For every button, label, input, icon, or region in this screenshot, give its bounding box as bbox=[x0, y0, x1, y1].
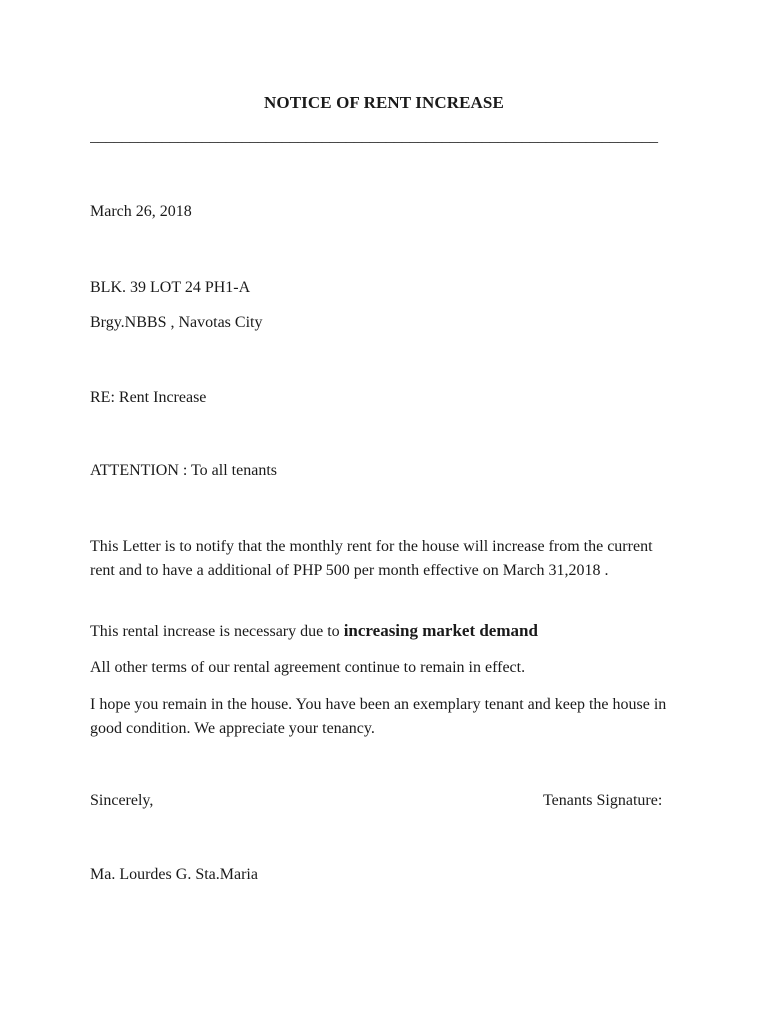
body-paragraph-4: I hope you remain in the house. You have been an exemplary tenant and keep the house in good condition. We appreciate your tenancy. bbox=[90, 696, 667, 737]
letter-title: NOTICE OF RENT INCREASE bbox=[264, 93, 504, 112]
closing-text: Sincerely, bbox=[90, 792, 154, 809]
body-paragraph-2-text: This rental increase is necessary due to bbox=[90, 623, 344, 640]
address-line-2: Brgy.NBBS , Navotas City bbox=[90, 314, 263, 331]
letter-date: March 26, 2018 bbox=[90, 203, 192, 220]
title-separator: _______________________________________________________________________ bbox=[90, 128, 658, 145]
signatory-name: Ma. Lourdes G. Sta.Maria bbox=[90, 866, 258, 883]
address-line-1: BLK. 39 LOT 24 PH1-A bbox=[90, 279, 251, 296]
body-paragraph-1: This Letter is to notify that the monthly rent for the house will increase from the current rent and to have a additional of PHP 500 per month effective on March 31,2018 . bbox=[90, 538, 653, 579]
body-paragraph-2-emphasis: increasing market demand bbox=[343, 621, 538, 640]
attention-line: ATTENTION : To all tenants bbox=[90, 462, 277, 479]
subject-line: RE: Rent Increase bbox=[90, 389, 207, 406]
body-paragraph-2 bbox=[90, 619, 680, 644]
body-paragraph-3: All other terms of our rental agreement continue to remain in effect. bbox=[90, 659, 526, 676]
tenant-signature-label: Tenants Signature: bbox=[543, 792, 663, 809]
